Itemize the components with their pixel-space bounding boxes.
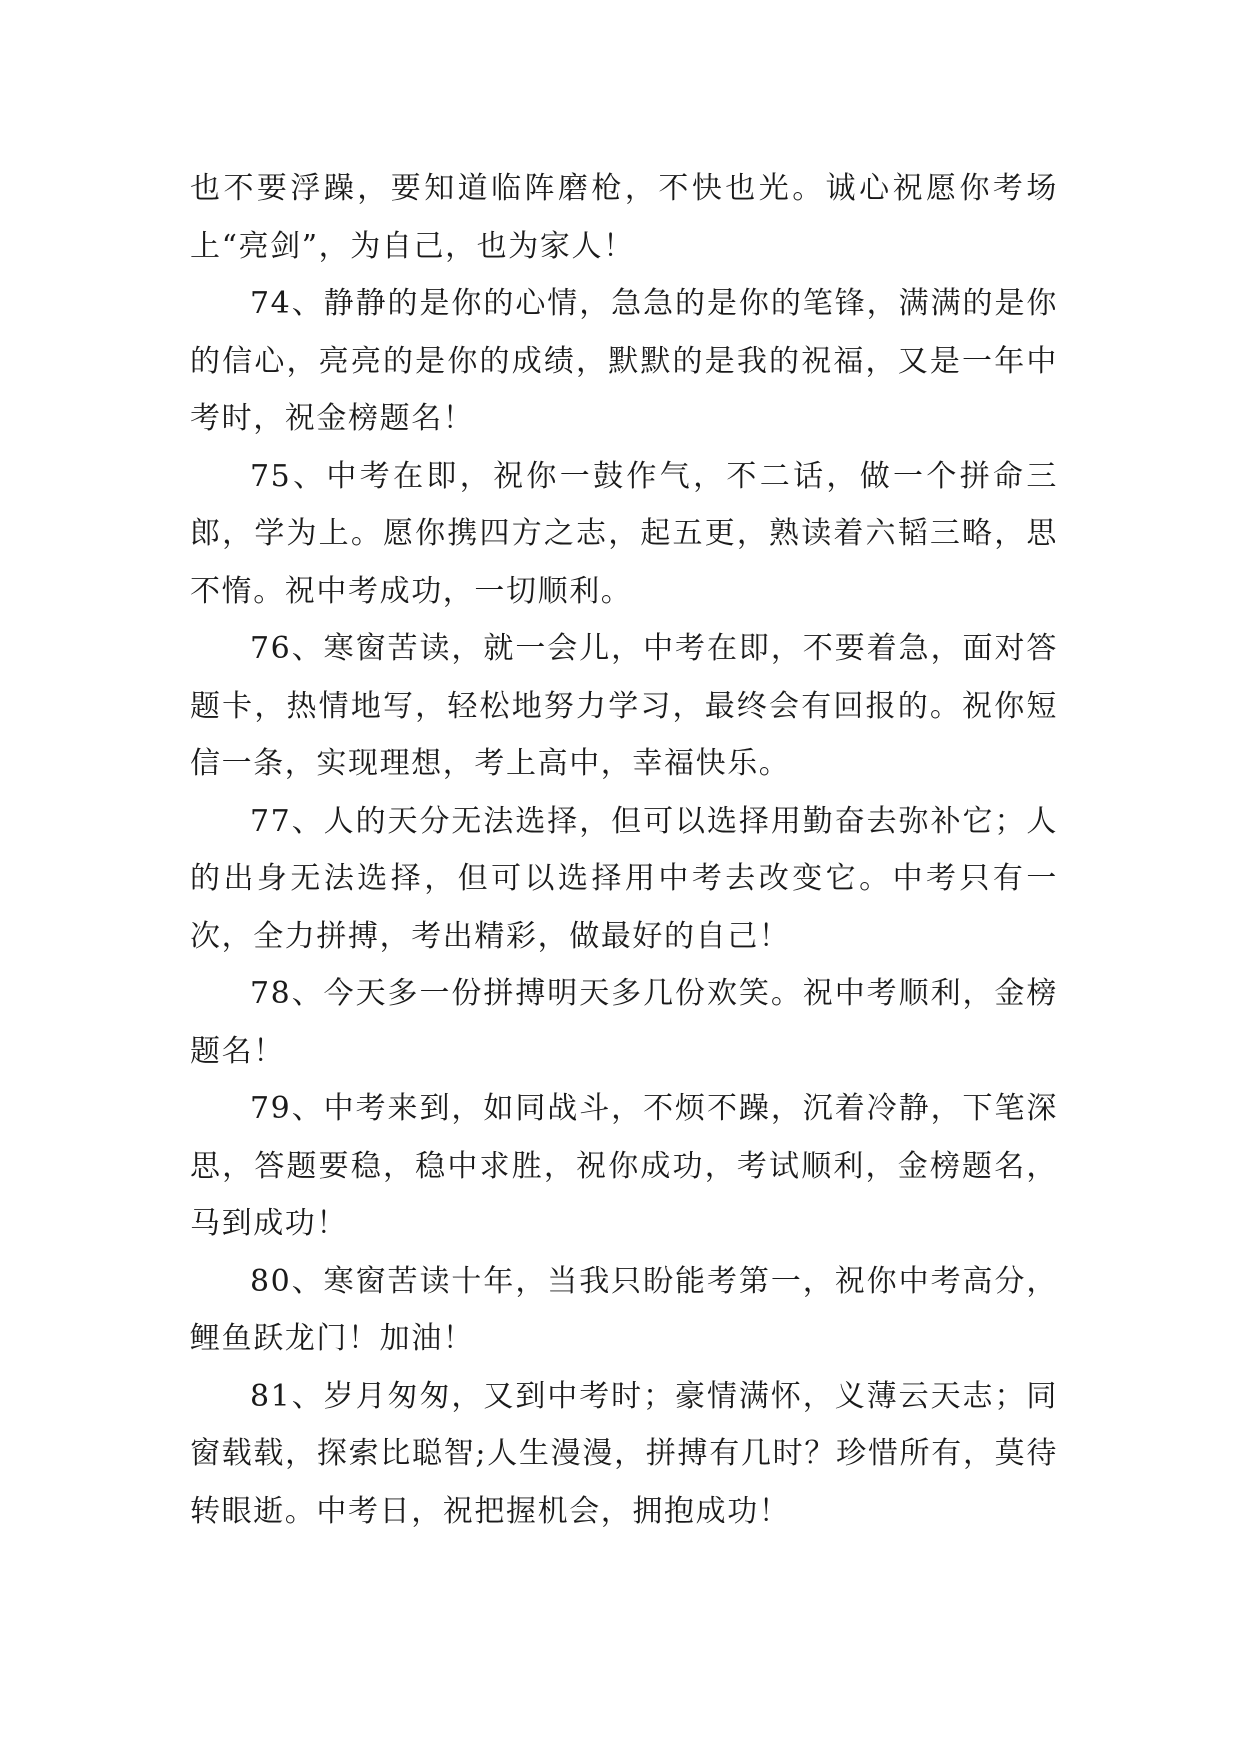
paragraph-75: 75、中考在即，祝你一鼓作气，不二话，做一个拼命三郎，学为上。愿你携四方之志，起五更，熟读着六韬三略，思不惰。祝中考成功，一切顺利。	[190, 458, 1058, 609]
paragraph-80: 80、寒窗苦读十年，当我只盼能考第一，祝你中考高分，鲤鱼跃龙门！加油！	[190, 1263, 1058, 1356]
paragraph-73-continuation: 也不要浮躁，要知道临阵磨枪，不快也光。诚心祝愿你考场上“亮剑”，为自己，也为家人！	[190, 171, 1058, 264]
paragraph-81: 81、岁月匆匆，又到中考时；豪情满怀，义薄云天志；同窗载载，探索比聪智;人生漫漫，拼搏有几时？珍惜所有，莫待转眼逝。中考日，祝把握机会，拥抱成功！	[190, 1378, 1058, 1529]
paragraph-77: 77、人的天分无法选择，但可以选择用勤奋去弥补它；人的出身无法选择，但可以选择用中考去改变它。中考只有一次，全力拼搏，考出精彩，做最好的自己！	[190, 803, 1058, 954]
document-body	[190, 160, 1058, 1540]
paragraph-78: 78、今天多一份拼搏明天多几份欢笑。祝中考顺利，金榜题名！	[190, 976, 1058, 1069]
paragraph-76: 76、寒窗苦读，就一会儿，中考在即，不要着急，面对答题卡，热情地写，轻松地努力学习，最终会有回报的。祝你短信一条，实现理想，考上高中，幸福快乐。	[190, 631, 1058, 781]
paragraph-74: 74、静静的是你的心情，急急的是你的笔锋，满满的是你的信心，亮亮的是你的成绩，默默的是我的祝福，又是一年中考时，祝金榜题名！	[190, 286, 1058, 436]
paragraph-79: 79、中考来到，如同战斗，不烦不躁，沉着冷静，下笔深思，答题要稳，稳中求胜，祝你成功，考试顺利，金榜题名，马到成功！	[190, 1091, 1058, 1241]
